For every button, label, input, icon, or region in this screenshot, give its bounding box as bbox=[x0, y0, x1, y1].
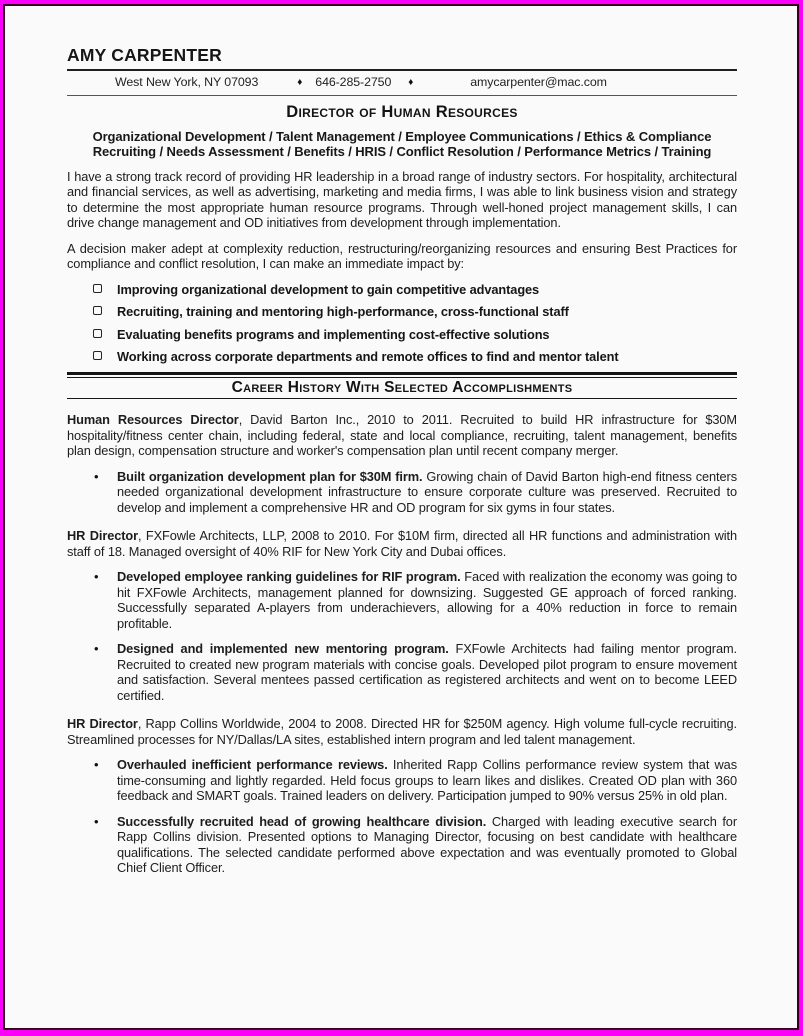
checkbox-bullet-icon bbox=[93, 284, 102, 293]
impact-bullet-text: Working across corporate departments and remote offices to find and mentor talent bbox=[117, 349, 619, 364]
contact-row bbox=[67, 71, 737, 97]
job-3-accomplishment-1 bbox=[67, 757, 737, 804]
accomplishment-lead: Built organization development plan for $30M firm. bbox=[117, 468, 423, 484]
job-entry-1 bbox=[67, 412, 737, 459]
job-1-summary: , David Barton Inc., 2010 to 2011. Recruited to build HR infrastructure for $30M hospitality/fitness center chain, including federal, state and local compliance, recruiting, talent management, benefits plan design, compensation structure and worker's compensation plan until recent company merger. bbox=[67, 412, 737, 458]
email-address: amycarpenter@mac.com bbox=[470, 74, 607, 89]
job-3-accomplishment-2 bbox=[67, 814, 737, 876]
impact-bullet-item bbox=[67, 282, 737, 297]
document-content bbox=[5, 6, 797, 876]
checkbox-bullet-icon bbox=[93, 351, 102, 360]
job-2-accomplishment-1 bbox=[67, 569, 737, 631]
document-title: Director of Human Resources bbox=[286, 103, 518, 121]
job-2-accomplishment-2 bbox=[67, 641, 737, 703]
accomplishment-text: Faced with realization the economy was going to hit FXFowle Architects, management planned for downsizing. Suggested GE approach of forced ranking. Successfully separated A-players from underachievers, allowing for a 40% reduction in force to remain profitable. bbox=[117, 569, 737, 631]
accomplishment-text: FXFowle Architects had failing mentor program. Recruited to created new program materials with concise goals. Developed pilot program to ensure movement and satisfaction. Several mentees passed certification as registered architects and went on to become LEED certified. bbox=[117, 641, 737, 703]
accomplishment-text: Growing chain of David Barton high-end fitness centers needed organizational development infrastructure to ensure corporate culture was preserved. Recruited to develop and implement a comprehensive HR and OD program for six gyms in four states. bbox=[117, 468, 737, 515]
impact-bullet-item bbox=[67, 327, 737, 342]
bullet-icon: • bbox=[94, 641, 99, 656]
resume-document bbox=[3, 4, 799, 1030]
job-3-summary: , Rapp Collins Worldwide, 2004 to 2008. Directed HR for $250M agency. High volume full-cycle recruiting. Streamlined processes for NY/Dallas/LA sites, established intern program and led talent management. bbox=[67, 716, 737, 747]
diamond-separator-icon: ♦ bbox=[408, 76, 414, 88]
diamond-separator-icon: ♦ bbox=[297, 76, 303, 88]
bullet-icon: • bbox=[94, 468, 99, 484]
phone-number: 646-285-2750 bbox=[315, 74, 392, 89]
career-section-divider bbox=[67, 372, 737, 400]
accomplishment-lead: Successfully recruited head of growing healthcare division. bbox=[117, 813, 487, 829]
job-3-title: HR Director bbox=[67, 716, 138, 731]
accomplishment-text: Inherited Rapp Collins performance review system that was time-consuming and lightly regarded. Held focus groups to learn likes and dislikes. Created OD plan with 360 feedback and SMART goals. Trained leaders on delivery. Participation jumped to 90% versus 25% in old plan. bbox=[117, 757, 738, 803]
keywords-line-2: Recruiting / Needs Assessment / Benefits / HRIS / Conflict Resolution / Performance Metrics / Training bbox=[92, 144, 712, 159]
impact-bullet-item bbox=[67, 304, 737, 319]
impact-bullet-text: Recruiting, training and mentoring high-performance, cross-functional staff bbox=[117, 304, 569, 319]
impact-bullet-item bbox=[67, 349, 737, 364]
job-1-title: Human Resources Director bbox=[67, 412, 239, 427]
job-2-title: HR Director bbox=[67, 528, 138, 543]
impact-bullet-list bbox=[67, 282, 737, 365]
checkbox-bullet-icon bbox=[93, 306, 102, 315]
bullet-icon: • bbox=[94, 569, 99, 584]
bullet-icon: • bbox=[94, 757, 99, 772]
job-entry-2 bbox=[67, 528, 737, 559]
accomplishment-text: Charged with leading executive search for Rapp Collins division. Presented options to Managing Director, focusing on best candidate with healthcare qualifications. The selected candidate performed above expectation and was eventually promoted to Global Chief Client Officer. bbox=[117, 813, 737, 875]
job-2-summary: , FXFowle Architects, LLP, 2008 to 2010. For $10M firm, directed all HR functions and administration with staff of 18. Managed oversight of 40% RIF for New York City and Dubai offices. bbox=[67, 528, 737, 559]
checkbox-bullet-icon bbox=[93, 329, 102, 338]
bullet-icon: • bbox=[94, 813, 99, 829]
accomplishment-lead: Designed and implemented new mentoring program. bbox=[117, 641, 449, 656]
impact-bullet-text: Evaluating benefits programs and implementing cost-effective solutions bbox=[117, 326, 550, 342]
accomplishment-lead: Developed employee ranking guidelines for RIF program. bbox=[117, 569, 461, 584]
job-entry-3 bbox=[67, 716, 737, 747]
location-text: West New York, NY 07093 bbox=[115, 74, 259, 89]
impact-bullet-text: Improving organizational development to gain competitive advantages bbox=[117, 281, 540, 297]
section-heading-career: Career History With Selected Accomplishments bbox=[67, 377, 737, 400]
summary-paragraph-2: A decision maker adept at complexity reduction, restructuring/reorganizing resources and ensuring Best Practices for compliance and conflict resolution, I can make an immediate impact by: bbox=[67, 240, 737, 271]
accomplishment-lead: Overhauled inefficient performance reviews. bbox=[117, 757, 388, 772]
summary-paragraph-1: I have a strong track record of providing HR leadership in a broad range of industry sectors. For hospitality, architectural and financial services, as well as advertising, marketing and media firms, I was able to link business vision and strategy to determine the most appropriate human resource programs. Through well-honed project management skills, I can drive change management and OD initiatives from development through implementation. bbox=[67, 168, 737, 230]
job-1-accomplishment-1 bbox=[67, 469, 737, 516]
person-name: AMY CARPENTER bbox=[67, 48, 737, 71]
keywords-line-1: Organizational Development / Talent Management / Employee Communications / Ethics & Compliance bbox=[92, 128, 712, 144]
